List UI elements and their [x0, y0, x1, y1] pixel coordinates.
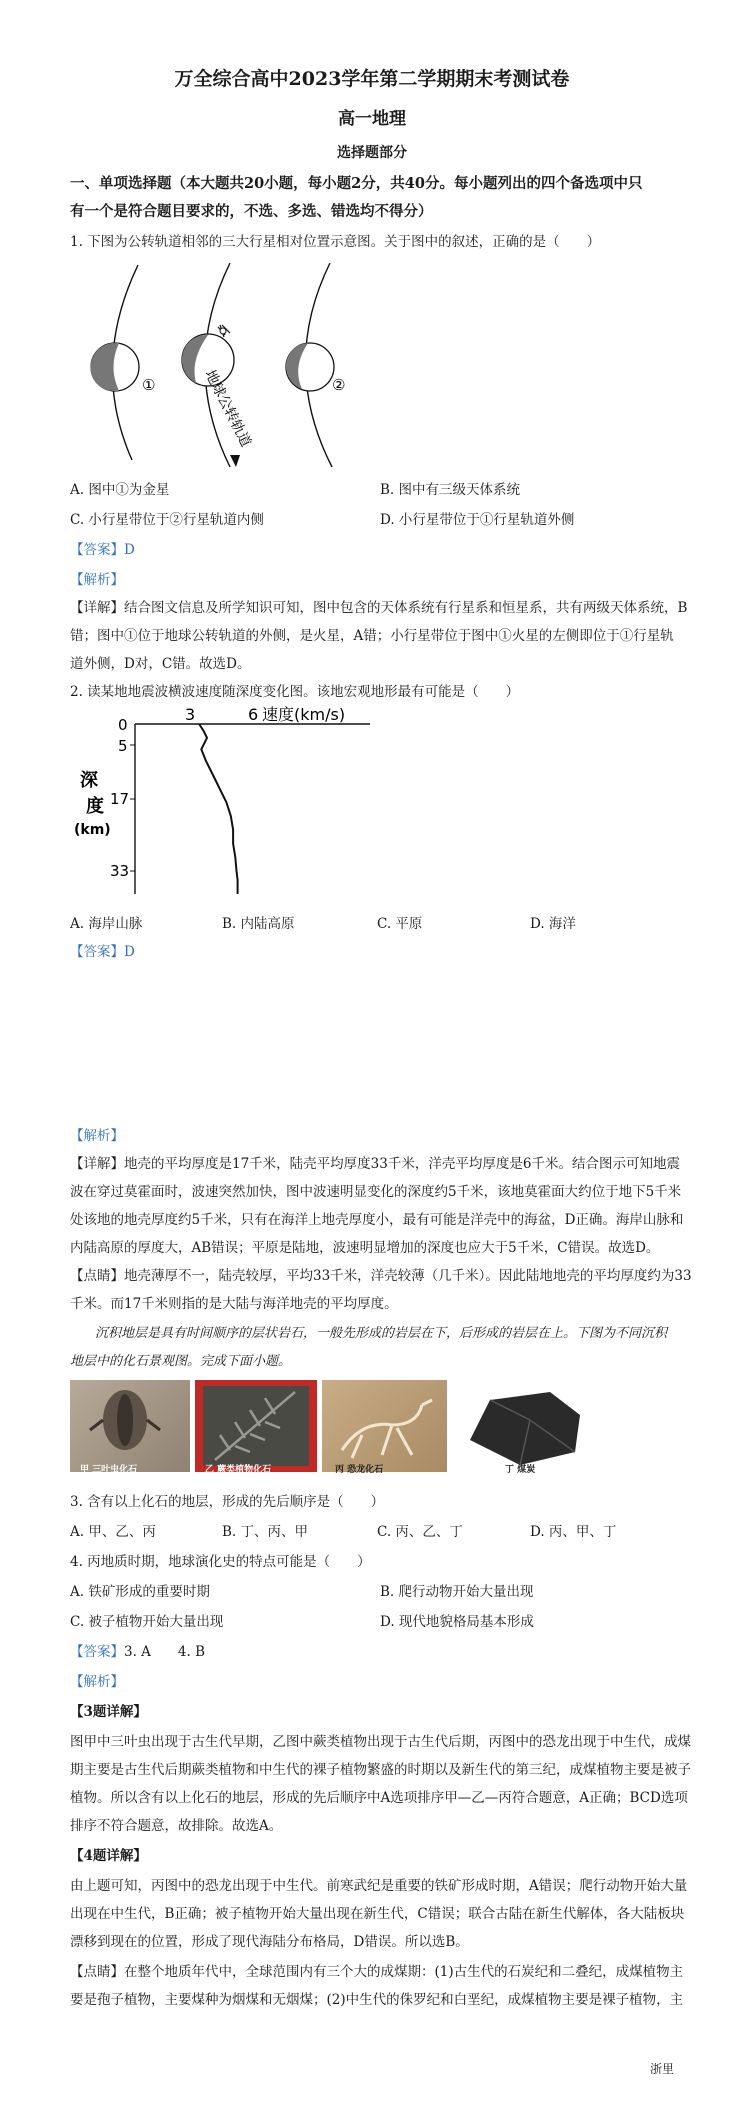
x-tick-3: 3 — [185, 705, 196, 724]
q2-option-d: D. 海洋 — [530, 916, 576, 932]
q2-option-b: B. 内陆高原 — [222, 916, 295, 932]
y-label-char-2: 度 — [86, 796, 104, 817]
caption-ding: 丁 煤炭 — [505, 1465, 536, 1475]
q4-stem: 4. 丙地质时期，地球演化史的特点可能是（ ） — [70, 1554, 371, 1570]
q3-option-b: B. 丁、丙、甲 — [222, 1524, 309, 1540]
caption-bing: 丙 恐龙化石 — [335, 1465, 384, 1475]
q3-option-d: D. 丙、甲、丁 — [530, 1524, 617, 1540]
subject-title: 高一地理 — [338, 109, 406, 129]
x-axis-label: 速度(km/s) — [262, 705, 346, 724]
answer-text: 3. A 4. B — [124, 1644, 206, 1660]
y-tick-5: 5 — [118, 737, 128, 755]
caption-yi: 乙 蕨类植物化石 — [205, 1465, 272, 1475]
q3-detail-line1: 图甲中三叶虫出现于古生代早期，乙图中蕨类植物出现于古生代后期，丙图中的恐龙出现于中生代，成煤 — [70, 1734, 691, 1750]
q2-tip-line1: 【点睛】地壳薄厚不一，陆壳较厚，平均33千米，洋壳较薄（几千米）。因此陆地地壳的平均厚度约为33 — [70, 1268, 692, 1284]
q1-answer: 【答案】D — [70, 542, 135, 558]
q1-option-c: C. 小行星带位于②行星轨道内侧 — [70, 512, 264, 528]
caption-jia: 甲 三叶虫化石 — [80, 1465, 138, 1475]
q3-stem: 3. 含有以上化石的地层，形成的先后顺序是（ ） — [70, 1494, 385, 1510]
q2-detail-line4: 内陆高原的厚度大，AB错误；平原是陆地，波速明显增加的深度也应大于5千米，C错误。故选D。 — [70, 1240, 660, 1256]
answer-label: 【答案】 — [70, 1644, 124, 1660]
exam-title: 万全综合高中2023学年第二学期期末考测试卷 — [174, 68, 570, 90]
material-line1: 沉积地层是具有时间顺序的层状岩石，一般先形成的岩层在下，后形成的岩层在上。下图为不同沉积 — [95, 1326, 668, 1341]
footer-region: 浙里 — [650, 2062, 675, 2076]
section-instruction-line1: 一、单项选择题（本大题共20小题，每小题2分，共40分。每小题列出的四个备选项中只 — [70, 175, 643, 192]
q4-option-c: C. 被子植物开始大量出现 — [70, 1614, 224, 1630]
q4-detail-title: 【4题详解】 — [70, 1848, 147, 1864]
q1-detail-line1: 【详解】结合图文信息及所学知识可知，图中包含的天体系统有行星系和恒星系，共有两级天体系统，B — [70, 600, 688, 616]
q1-detail-line2: 错；图中①位于地球公转轨道的外侧，是火星，A错；小行星带位于图中①火星的左侧即位于①行星轨 — [70, 628, 674, 644]
dinosaur-fossil-image — [322, 1380, 447, 1472]
q3-q4-answer — [70, 1640, 205, 1660]
q4-detail-line1: 由上题可知，丙图中的恐龙出现于中生代。前寒武纪是重要的铁矿形成时期，A错误；爬行动物开始大量 — [70, 1878, 688, 1894]
q1-option-b: B. 图中有三级天体系统 — [380, 482, 521, 498]
q3-q4-analysis-label: 【解析】 — [70, 1674, 124, 1690]
q1-orbit-label: 地球公转轨道 — [201, 367, 254, 450]
q1-stem: 1. 下图为公转轨道相邻的三大行星相对位置示意图。关于图中的叙述，正确的是（ ） — [70, 234, 601, 250]
q4-tip-line2: 要是孢子植物，主要煤种为烟煤和无烟煤；(2)中生代的侏罗纪和白垩纪，成煤植物主要是裸子植物，主 — [70, 1992, 684, 2008]
q4-detail-line2: 出现在中生代，B正确；被子植物开始大量出现在新生代，C错误；联合古陆在新生代解体，各大陆板块 — [70, 1906, 685, 1922]
x-tick-6: 6 — [248, 705, 259, 724]
q1-option-a: A. 图中①为金星 — [70, 482, 170, 498]
q1-planets-figure — [70, 255, 370, 475]
q1-detail-line3: 道外侧，D对，C错。故选D。 — [70, 656, 251, 672]
q2-option-a: A. 海岸山脉 — [70, 916, 143, 932]
q1-label-2: ② — [332, 376, 346, 394]
q2-detail-line2: 波在穿过莫霍面时，波速突然加快，图中波速明显变化的深度约5千米，该地莫霍面大约位于地下5千米 — [70, 1184, 682, 1200]
q4-tip-line1: 【点睛】在整个地质年代中，全球范围内有三个大的成煤期：(1)古生代的石炭纪和二叠纪，成煤植物主 — [70, 1964, 684, 1980]
shear-wave-series-line — [199, 724, 238, 894]
section-instruction-line2: 有一个是符合题目要求的，不选、多选、错选均不得分） — [70, 203, 433, 220]
q4-detail-line3: 漂移到现在的位置，形成了现代海陆分布格局，D错误。所以选B。 — [70, 1934, 469, 1950]
q3-detail-title: 【3题详解】 — [70, 1704, 147, 1720]
q2-option-c: C. 平原 — [377, 916, 423, 932]
y-label-char-1: 深 — [80, 770, 98, 791]
q3-detail-line3: 植物。所以含有以上化石的地层，形成的先后顺序中A选项排序甲—乙—丙符合题意，A正确；BCD选项 — [70, 1790, 688, 1806]
q2-analysis-label: 【解析】 — [70, 1128, 124, 1144]
q3-option-c: C. 丙、乙、丁 — [377, 1524, 463, 1540]
q2-detail-line3: 处该地的地壳厚度约5千米，只有在海洋上地壳厚度小，最有可能是洋壳中的海盆，D正确。海岸山脉和 — [70, 1212, 684, 1228]
q2-answer: 【答案】D — [70, 944, 135, 960]
q2-detail-line1: 【详解】地壳的平均厚度是17千米，陆壳平均厚度33千米，洋壳平均厚度是6千米。结合图示可知地震 — [70, 1156, 680, 1172]
q1-option-d: D. 小行星带位于①行星轨道外侧 — [380, 512, 575, 528]
q4-option-b: B. 爬行动物开始大量出现 — [380, 1584, 534, 1600]
q2-tip-line2: 千米。而17千米则指的是大陆与海洋地壳的平均厚度。 — [70, 1296, 398, 1312]
q3-detail-line4: 排序不符合题意，故排除。故选A。 — [70, 1818, 283, 1834]
q2-seismic-chart — [70, 704, 390, 904]
material-line2: 地层中的化石景观图。完成下面小题。 — [70, 1354, 292, 1369]
y-label-unit: (km) — [74, 822, 111, 838]
q4-option-d: D. 现代地貌格局基本形成 — [380, 1614, 534, 1630]
q2-stem: 2. 读某地地震波横波速度随深度变化图。该地宏观地形最有可能是（ ） — [70, 684, 520, 700]
coal-image — [460, 1380, 590, 1472]
y-tick-17: 17 — [110, 790, 130, 808]
q4-option-a: A. 铁矿形成的重要时期 — [70, 1584, 210, 1600]
fern-fossil-image — [195, 1380, 317, 1472]
y-tick-33: 33 — [110, 862, 130, 880]
trilobite-fossil-image — [70, 1380, 190, 1472]
q3-detail-line2: 期主要是古生代后期蕨类植物和中生代的裸子植物繁盛的时期以及新生代的第三纪，成煤植物主要是被子 — [70, 1762, 691, 1778]
y-tick-0: 0 — [118, 716, 128, 734]
part-title: 选择题部分 — [337, 145, 407, 161]
q1-analysis-label: 【解析】 — [70, 572, 124, 588]
q3-option-a: A. 甲、乙、丙 — [70, 1524, 156, 1540]
q1-label-1: ① — [142, 376, 156, 394]
